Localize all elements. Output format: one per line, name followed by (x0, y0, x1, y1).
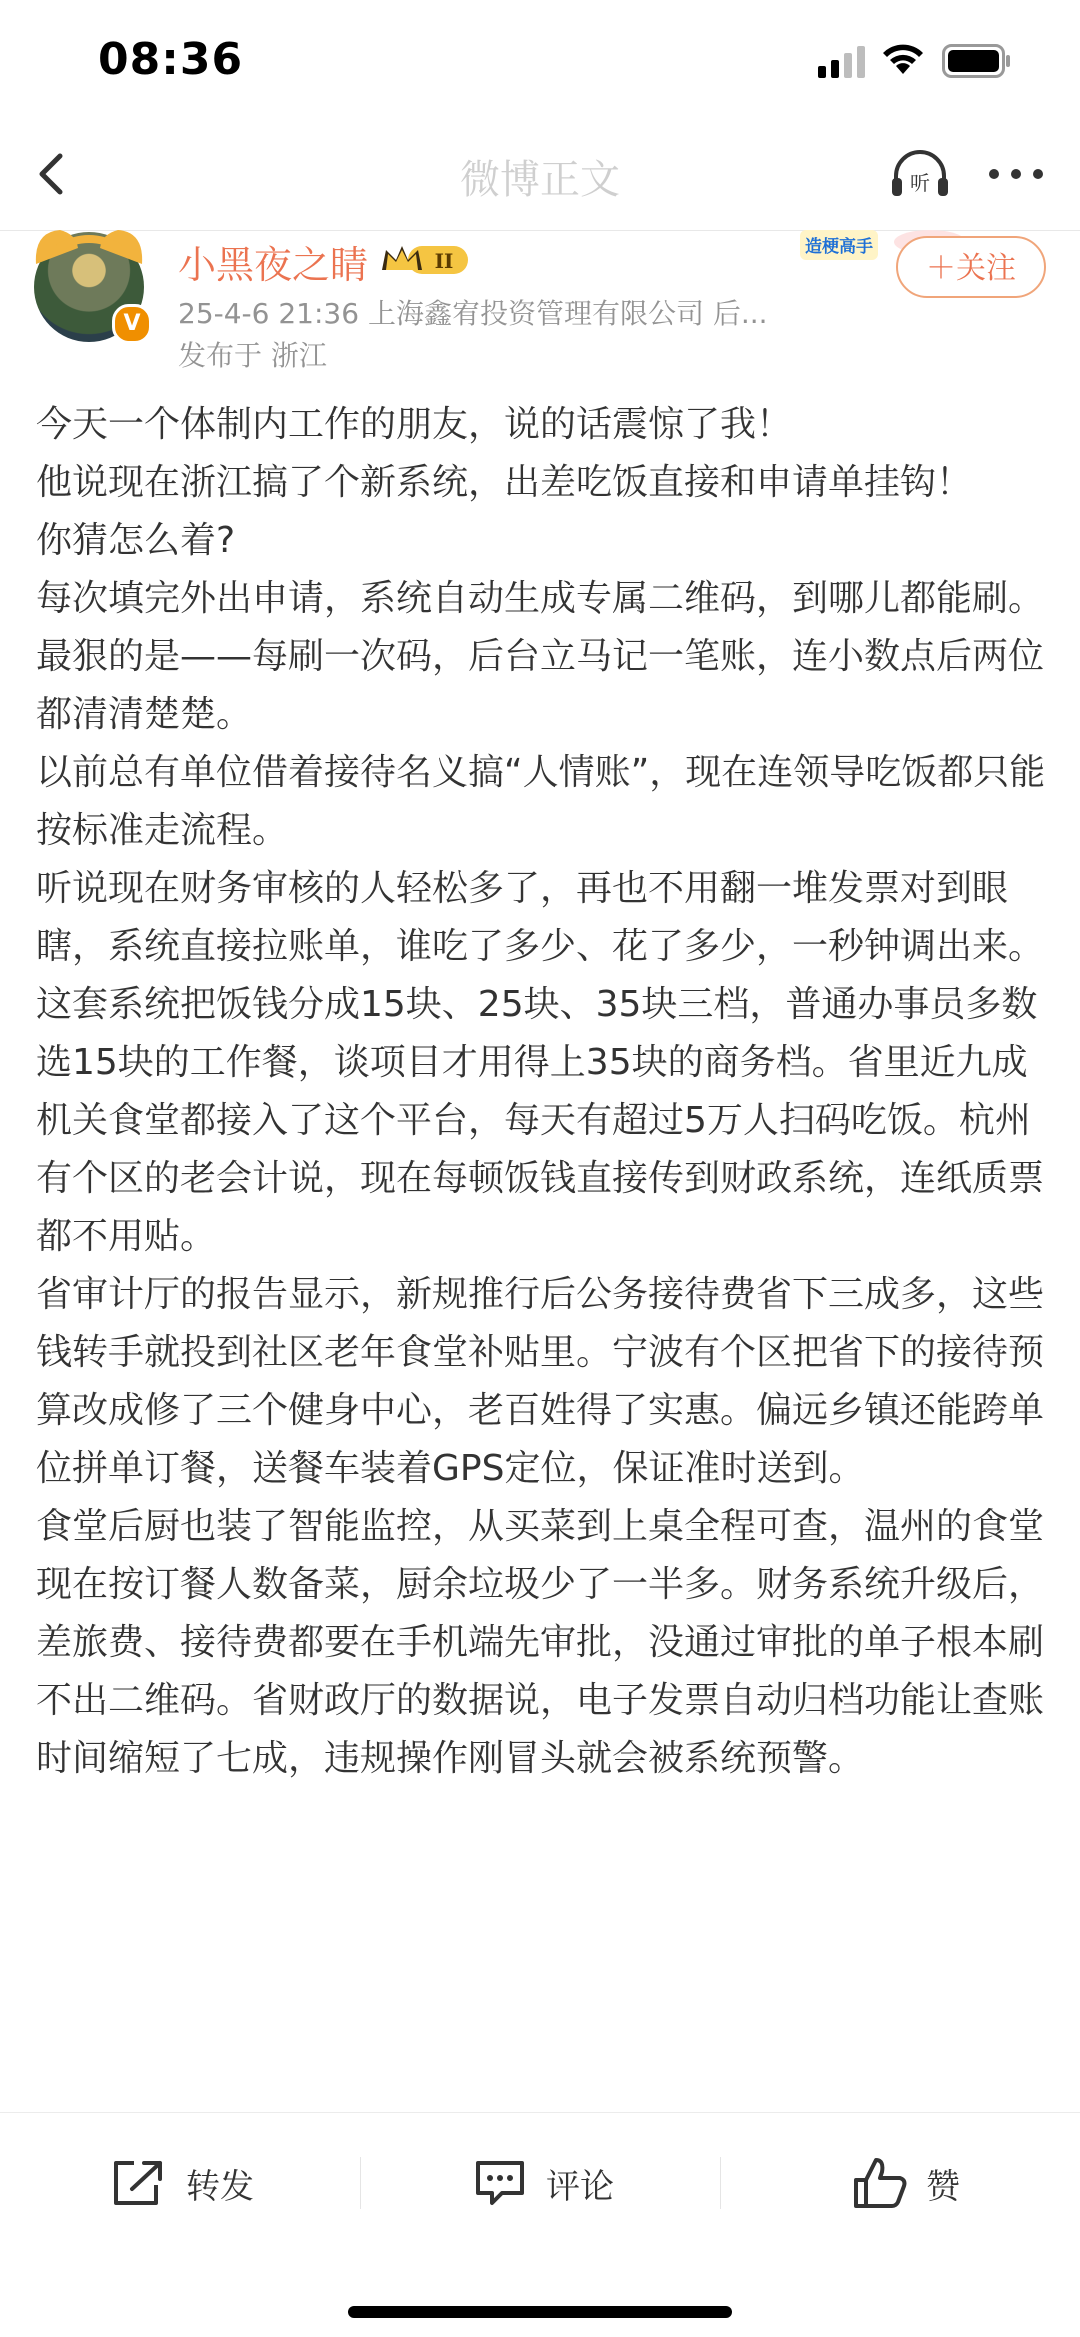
svg-text:听: 听 (910, 171, 930, 195)
action-divider (360, 2157, 361, 2209)
comment-bubble-icon (472, 2157, 528, 2209)
follow-button[interactable]: ＋关注 (896, 236, 1046, 298)
post-paragraph: 每次填完外出申请，系统自动生成专属二维码，到哪儿都能刷。 (36, 578, 1045, 619)
navigation-bar (0, 120, 1080, 231)
post-timestamp-source: 25-4-6 21:36 上海鑫宥投资管理有限公司 后... (178, 297, 768, 330)
crown-level-badge-icon (378, 240, 474, 280)
repost-button[interactable] (110, 2113, 254, 2253)
post-paragraph: 省审计厅的报告显示，新规推行后公务接待费省下三成多，这些钱转手就投到社区老年食堂补贴里。宁波有个区把省下的接待预算改成修了三个健身中心，老百姓得了实惠。偏远乡镇还能跨单位拼单订餐，送餐车装着GPS定位，保证准时送到。 (36, 1274, 1045, 1489)
post-location: 发布于 浙江 (178, 339, 327, 372)
wifi-icon (880, 40, 926, 76)
more-options-icon[interactable] (986, 164, 1046, 184)
repost-label: 转发 (186, 2166, 254, 2207)
post-paragraph: 你猜怎么着? (36, 520, 236, 561)
svg-text:造梗高手: 造梗高手 (805, 237, 873, 257)
action-bar (0, 2112, 1080, 2253)
listen-headphones-icon[interactable] (888, 144, 952, 204)
comment-label: 评论 (546, 2166, 614, 2207)
like-button[interactable] (852, 2113, 960, 2253)
avatar-frame-ears-icon (30, 224, 148, 274)
post-paragraph: 以前总有单位借着接待名义搞“人情账”，现在连领导吃饭都只能按标准走流程。 (36, 752, 1046, 851)
thumbs-up-icon (852, 2156, 908, 2210)
post-paragraph: 食堂后厨也装了智能监控，从买菜到上桌全程可查，温州的食堂现在按订餐人数备菜，厨余垃圾少了一半多。财务系统升级后，差旅费、接待费都要在手机端先审批，没通过审批的单子根本刷不出二维码。省财政厅的数据说，电子发票自动归档功能让查账时间缩短了七成，违规操作刚冒头就会被系统预警。 (36, 1506, 1045, 1779)
home-indicator (348, 2306, 732, 2318)
post-paragraph: 今天一个体制内工作的朋友，说的话震惊了我！ (36, 404, 793, 445)
like-label: 赞 (926, 2166, 960, 2207)
verified-badge-icon: V (112, 304, 152, 344)
post-body (36, 396, 1046, 1788)
svg-text:II: II (434, 249, 454, 273)
action-divider (720, 2157, 721, 2209)
post-paragraph: 最狠的是——每刷一次码，后台立马记一笔账，连小数点后两位都清清楚楚。 (36, 636, 1045, 735)
page-title: 微博正文 (460, 157, 620, 203)
author-name[interactable]: 小黑夜之睛 (178, 243, 369, 287)
author-header (0, 230, 1080, 380)
cellular-signal-icon (818, 46, 866, 78)
status-bar (0, 0, 1080, 120)
post-paragraph: 听说现在财务审核的人轻松多了，再也不用翻一堆发票对到眼瞎，系统直接拉账单，谁吃了多少、花了多少，一秒钟调出来。 (36, 868, 1045, 967)
post-paragraph: 他说现在浙江搞了个新系统，出差吃饭直接和申请单挂钩！ (36, 462, 973, 503)
battery-icon (942, 44, 1012, 78)
post-paragraph: 这套系统把饭钱分成15块、25块、35块三档，普通办事员多数选15块的工作餐，谈项目才用得上35块的商务档。省里近九成机关食堂都接入了这个平台，每天有超过5万人扫码吃饭。杭州有个区的老会计说，现在每顿饭钱直接传到财政系统，连纸质票都不用贴。 (36, 984, 1045, 1257)
status-time: 08:36 (98, 34, 244, 85)
repost-share-icon (110, 2157, 168, 2209)
comment-button[interactable] (472, 2113, 614, 2253)
